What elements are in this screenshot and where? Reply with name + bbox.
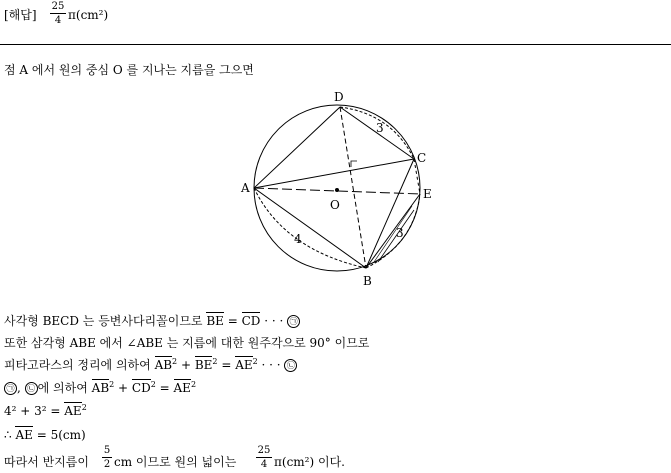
intro-text: 점 A 에서 원의 중심 O 를 지나는 지름을 그으면	[4, 63, 254, 77]
solution-line-2: 또한 삼각형 ABE 에서 ∠ABE 는 지름에 대한 원주각으로 90° 이므로	[4, 336, 370, 350]
answer-numerator: 25	[51, 1, 65, 12]
solution-line-1: 사각형 BECD 는 등변사다리꼴이므로 BE = CD · · · ㉠	[4, 314, 300, 328]
solution-line-4: ㉠ , ㉡ 에 의하여 $AB^2 + CD^2 = AE^2$	[4, 381, 196, 395]
solution-line-7-prefix: 따라서 반지름이	[4, 455, 89, 469]
segment-AE: AE	[235, 358, 253, 372]
segment-BE: BE	[206, 314, 224, 328]
segment-AB: AB	[154, 358, 173, 372]
center-point	[335, 188, 339, 192]
solution-line-3: 피타고라스의 정리에 의하여 $AB^2 + BE^2 = AE^2$ · · · ㉡	[4, 358, 297, 372]
point-label-B: B	[363, 274, 372, 288]
area-fraction: 25 4	[257, 445, 271, 470]
segment-CD: CD	[241, 314, 261, 328]
mark-1: ㉠	[287, 315, 300, 328]
mark-2: ㉡	[25, 382, 38, 395]
solution-line-7-middle: cm 이므로 원의 넓이는	[114, 455, 237, 469]
mark-1: ㉠	[4, 382, 17, 395]
chord-AB	[254, 188, 366, 268]
length-label-BE: 3	[396, 226, 404, 240]
chord-BE	[366, 194, 420, 268]
answer-label: [해답]	[4, 8, 37, 22]
chord-AD	[254, 107, 340, 188]
chord-DB	[340, 107, 366, 268]
point-label-C: C	[417, 151, 427, 165]
point-label-E: E	[423, 187, 432, 201]
length-label-DC: 3	[376, 121, 384, 135]
segment-CD: CD	[131, 381, 151, 395]
point-label-O: O	[330, 198, 340, 212]
segment-AE: AE	[64, 404, 82, 418]
solution-line-6: ∴ AE = 5(cm)	[4, 428, 86, 442]
point-label-D: D	[334, 90, 344, 104]
segment-AB: AB	[91, 381, 110, 395]
length-label-AB: 4	[294, 232, 302, 246]
solution-line-7-end: π(cm²) 이다.	[274, 455, 345, 469]
segment-BE: BE	[194, 358, 213, 372]
point-label-A: A	[241, 181, 250, 195]
chord-AC	[254, 159, 414, 188]
solution-line-5: $4^2 + 3^2 = AE^2$	[4, 403, 87, 418]
mark-2: ㉡	[284, 359, 297, 372]
answer-denominator: 4	[54, 15, 62, 26]
answer-unit: π(cm²)	[68, 8, 109, 22]
segment-AE: AE	[173, 381, 191, 395]
segment-AE: AE	[15, 428, 33, 442]
radius-fraction: 5 2	[103, 445, 111, 470]
